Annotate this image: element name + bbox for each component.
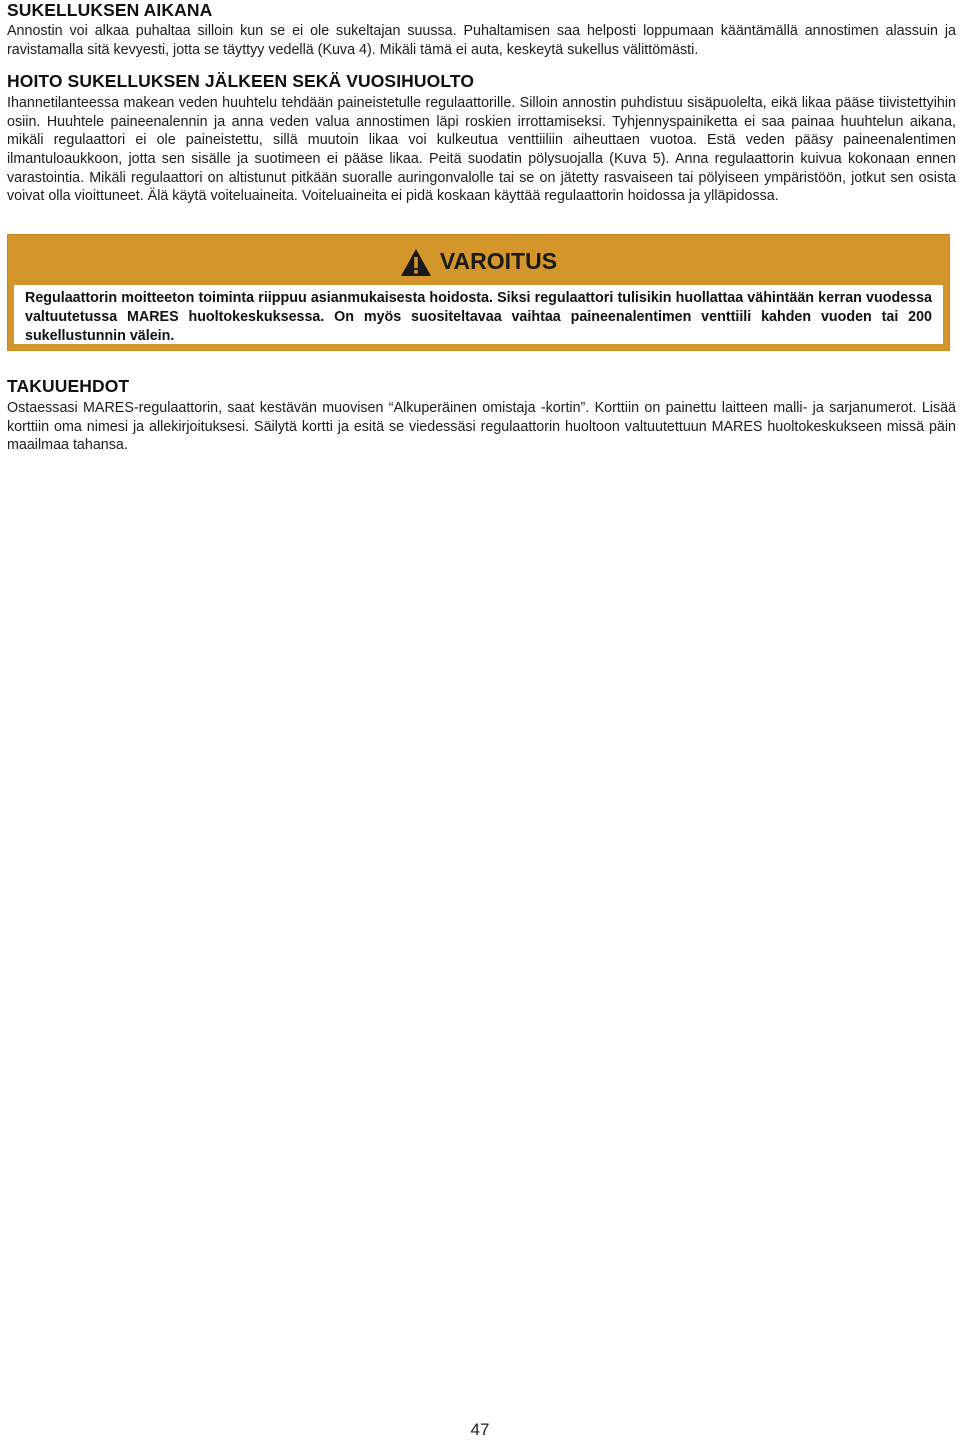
section-warranty [7, 376, 956, 455]
warning-box [7, 234, 950, 351]
section-heading: HOITO SUKELLUKSEN JÄLKEEN SEKÄ VUOSIHUOLTO [7, 71, 475, 92]
page-number: 47 [470, 1420, 490, 1439]
section-paragraph: Ihannetilanteessa makean veden huuhtelu tehdään paineistetulle regulaattorille. Silloin annostin puhdistuu sisäpuolelta, eikä likaa pääse tiivistettyihin osiin. Huuhtele paineenalennin ja anna veden valua annostimen läpi roskien irrottamiseksi. Tyhjennyspainiketta ei saa painaa huuhtelun aikana, mikäli regulaattori ei ole paineistettu, sillä muutoin likaa voi kulkeutua venttiiliin aiheuttaen vuotoa. Estä veden pääsy paineenalentimen ilmantuloaukkoon, jotta sen sisälle ja suotimeen ei pääse likaa. Peitä suodatin pölysuojalla (Kuva 5). Anna regulaattorin kuivua kokonaan ennen varastointia. Mikäli regulaattori on altistunut pitkään suoralle auringonvalolle tai se on jätetty rasvaiseen tai pölyiseen ympäristöön, jotkut sen osista voivat olla vioittuneet. Älä käytä voiteluaineita. Voiteluaineita ei pidä koskaan käyttää regulaattorin hoidossa ja ylläpidossa. [7, 95, 956, 205]
warning-triangle-icon [400, 248, 432, 277]
section-heading: SUKELLUKSEN AIKANA [7, 0, 213, 20]
section-paragraph: Annostin voi alkaa puhaltaa silloin kun se ei ole sukeltajan suussa. Puhaltamisen saa helposti loppumaan kääntämällä annostimen alassuin ja ravistamalla sitä kevyesti, jotta se täyttyy vedellä (Kuva 4). Mikäli tämä ei auta, keskeytä sukellus välittömästi. [7, 23, 956, 58]
section-after-dive-care [7, 71, 956, 206]
section-heading: TAKUUEHDOT [7, 376, 130, 396]
warning-banner [8, 235, 949, 285]
document-page [7, 0, 956, 206]
warning-text: Regulaattorin moitteeton toiminta riippuu asianmukaisesta hoidosta. Siksi regulaattori tulisikin huollattaa vähintään kerran vuodessa valtuutetussa MARES huoltokeskuksessa. On myös suositeltavaa vaihtaa paineenalentimen venttiili kahden vuoden tai 200 sukellustunnin välein. [25, 290, 932, 344]
section-during-dive [7, 0, 956, 59]
warning-panel [14, 285, 943, 344]
warning-title: VAROITUS [439, 248, 558, 274]
section-paragraph: Ostaessasi MARES-regulaattorin, saat kestävän muovisen “Alkuperäinen omistaja -kortin”. Korttiin on painettu laitteen malli- ja sarjanumerot. Lisää korttiin oma nimesi ja allekirjoituksesi. Säilytä kortti ja esitä se viedessäsi regulaattorin huoltoon valtuutettuun MARES huoltokeskukseen missä päin maailmaa tahansa. [7, 400, 956, 454]
